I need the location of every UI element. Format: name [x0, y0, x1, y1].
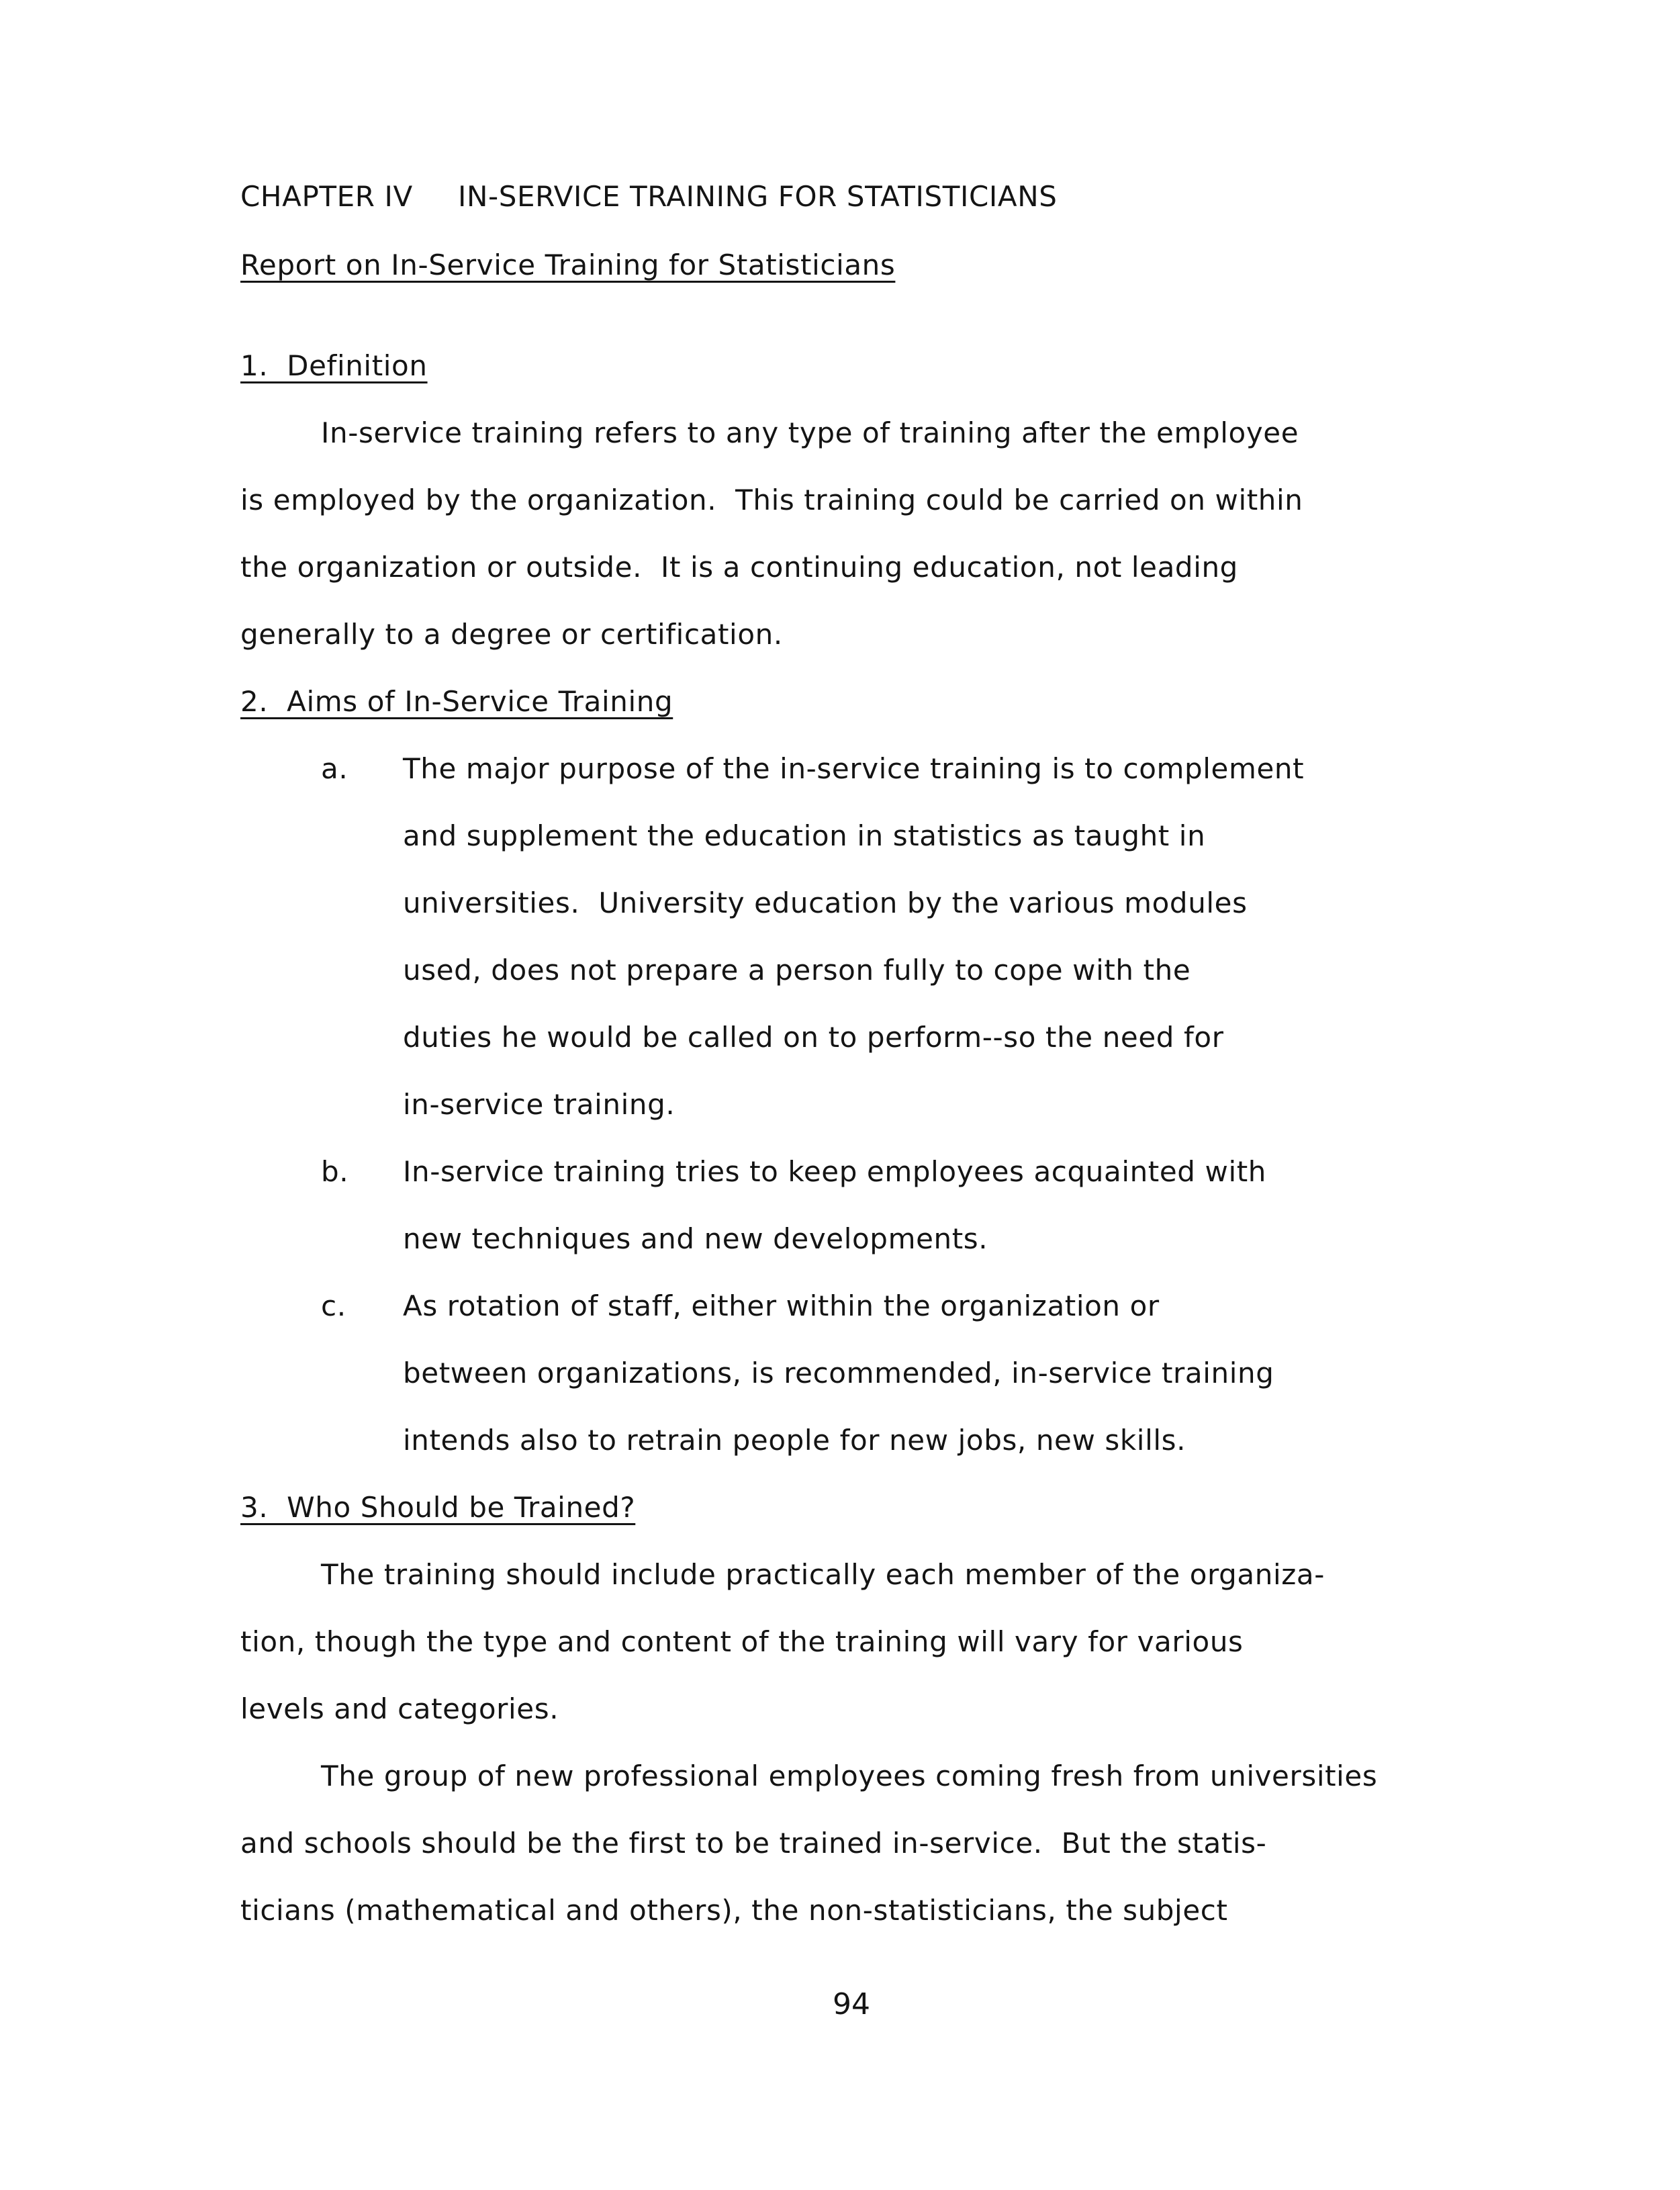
list-item-c-line: As rotation of staff, either within the organization or [403, 1289, 1160, 1322]
chapter-title: IN-SERVICE TRAINING FOR STATISTICIANS [458, 180, 1058, 213]
list-item-a-line: The major purpose of the in-service training is to complement [403, 752, 1305, 785]
section-3-paragraph-2-line: and schools should be the first to be trained in-service. But the statis- [240, 1827, 1267, 1860]
page-number: 94 [833, 1987, 870, 2021]
list-item-c-line: intends also to retrain people for new jobs, new skills. [403, 1424, 1186, 1457]
list-item-b-line: In-service training tries to keep employees acquainted with [403, 1155, 1267, 1188]
section-2-heading: 2. Aims of In-Service Training [240, 685, 673, 718]
section-3-heading: 3. Who Should be Trained? [240, 1491, 636, 1524]
section-1-line: the organization or outside. It is a continuing education, not leading [240, 551, 1238, 584]
section-3-paragraph-2-line: ticians (mathematical and others), the non-statisticians, the subject [240, 1894, 1228, 1927]
chapter-label: CHAPTER IV [240, 180, 413, 213]
section-1-heading: 1. Definition [240, 349, 428, 382]
section-1-line: generally to a degree or certification. [240, 618, 783, 651]
list-item-b-line: new techniques and new developments. [403, 1222, 988, 1255]
section-3-paragraph-2-line: The group of new professional employees coming fresh from universities [321, 1760, 1378, 1792]
list-marker-b: b. [321, 1155, 349, 1188]
section-1-line: In-service training refers to any type of training after the employee [321, 416, 1299, 449]
list-item-a-line: and supplement the education in statistics as taught in [403, 819, 1206, 852]
list-marker-a: a. [321, 752, 348, 785]
section-3-paragraph-1-line: The training should include practically each member of the organiza- [321, 1558, 1325, 1591]
section-3-paragraph-1-line: levels and categories. [240, 1692, 559, 1725]
report-title: Report on In-Service Training for Statisticians [240, 248, 896, 281]
list-item-a-line: used, does not prepare a person fully to cope with the [403, 954, 1191, 987]
list-item-a-line: universities. University education by the various modules [403, 886, 1248, 919]
list-marker-c: c. [321, 1289, 346, 1322]
list-item-a-line: duties he would be called on to perform--so the need for [403, 1021, 1224, 1054]
list-item-c-line: between organizations, is recommended, in-service training [403, 1357, 1274, 1389]
list-item-a-line: in-service training. [403, 1088, 675, 1121]
section-1-line: is employed by the organization. This training could be carried on within [240, 484, 1303, 516]
section-3-paragraph-1-line: tion, though the type and content of the training will vary for various [240, 1625, 1244, 1658]
